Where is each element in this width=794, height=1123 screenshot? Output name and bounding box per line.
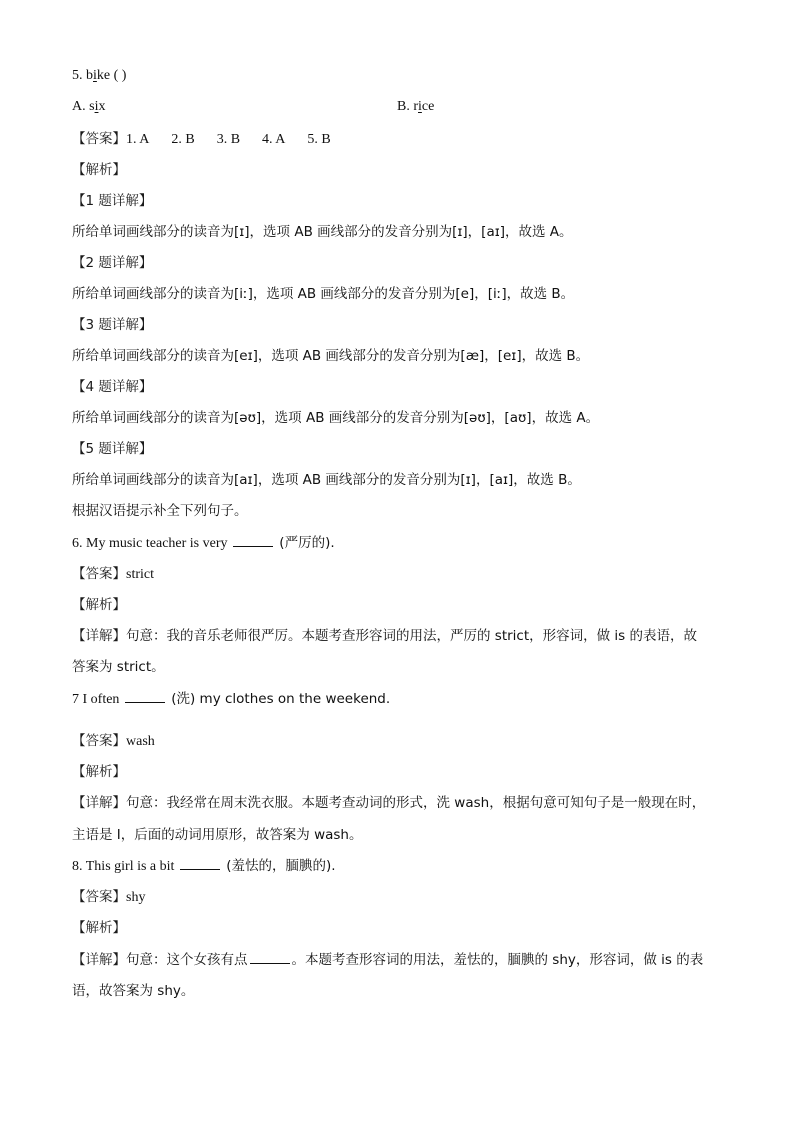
analysis-label: 【解析】 [72, 162, 126, 178]
question-5-option-a [72, 98, 105, 116]
q8-detail-text-1-post: 。本题考查形容词的用法，羞怯的，腼腆的 shy，形容词，做 is 的表 [291, 952, 704, 968]
q8-detail-blank [250, 951, 290, 964]
q7-detail-label: 【详解】 [72, 795, 126, 811]
q7-stem-post: (洗) my clothes on the weekend. [166, 691, 391, 707]
q7-answer-value: wash [126, 734, 155, 749]
detail-4-text: 所给单词画线部分的读音为[əʊ]，选项 AB 画线部分的发音分别为[əʊ]，[aʊ]，故选 A。 [72, 410, 600, 426]
question-8-stem [72, 857, 336, 876]
q5-stem-underlined: i [93, 68, 97, 83]
question-5-option-b [397, 98, 434, 116]
question-7-answer [72, 732, 155, 751]
q6-stem-post: (严厉的). [275, 535, 335, 551]
question-5-stem [72, 67, 126, 85]
answer-item-3: 3. B [216, 132, 241, 147]
answer-item-1: 1. A [126, 132, 150, 147]
q5-option-a-pre: A. s [72, 99, 95, 114]
q5-stem-post: ke ( ) [96, 68, 127, 83]
q6-blank [233, 534, 273, 547]
detail-4-heading: 【4 题详解】 [72, 379, 153, 395]
q6-answer-value: strict [126, 567, 154, 582]
q6-detail-text-1: 句意：我的音乐老师很严厉。本题考查形容词的用法，严厉的 strict，形容词，做 is 的表语，故 [126, 628, 698, 644]
detail-1-heading: 【1 题详解】 [72, 193, 153, 209]
detail-3-heading: 【3 题详解】 [72, 317, 153, 333]
section-instruction: 根据汉语提示补全下列句子。 [72, 503, 248, 519]
answer-item-4: 4. A [262, 132, 286, 147]
q8-detail-text-1-pre: 句意：这个女孩有点 [126, 952, 248, 968]
q8-answer-value: shy [126, 890, 146, 905]
q8-analysis-label: 【解析】 [72, 920, 126, 936]
q5-option-b-post: ce [421, 99, 435, 114]
detail-1-text: 所给单词画线部分的读音为[ɪ]，选项 AB 画线部分的发音分别为[ɪ]，[aɪ]，故选 A。 [72, 224, 573, 240]
q6-stem-pre: 6. My music teacher is very [72, 536, 232, 551]
q7-detail-line-1 [72, 794, 705, 812]
question-6-answer [72, 565, 154, 584]
detail-2-heading: 【2 题详解】 [72, 255, 153, 271]
q5-stem-pre: 5. b [72, 68, 93, 83]
q6-answer-label: 【答案】 [72, 566, 126, 582]
q8-stem-post: (羞怯的，腼腆的). [221, 858, 336, 874]
detail-5-text: 所给单词画线部分的读音为[aɪ]，选项 AB 画线部分的发音分别为[ɪ]，[aɪ]，故选 B。 [72, 472, 581, 488]
question-7-stem [72, 690, 390, 709]
question-6-stem [72, 534, 335, 553]
question-8-answer [72, 888, 145, 907]
answer-item-2: 2. B [171, 132, 195, 147]
answer-item-5: 5. B [307, 132, 331, 147]
q7-detail-text-1: 句意：我经常在周末洗衣服。本题考查动词的形式，洗 wash，根据句意可知句子是一般现在时， [126, 795, 706, 811]
answer-block-1-5 [72, 130, 353, 149]
q8-detail-line-2: 语，故答案为 shy。 [72, 983, 195, 999]
q7-stem-pre: 7 I often [72, 692, 123, 707]
q6-analysis-label: 【解析】 [72, 597, 126, 613]
q7-detail-line-2: 主语是 I，后面的动词用原形，故答案为 wash。 [72, 827, 363, 843]
q6-detail-label: 【详解】 [72, 628, 126, 644]
q8-blank [180, 857, 220, 870]
q8-answer-label: 【答案】 [72, 889, 126, 905]
q7-blank [125, 690, 165, 703]
q6-detail-line-2: 答案为 strict。 [72, 659, 165, 675]
q8-detail-label: 【详解】 [72, 952, 126, 968]
q7-analysis-label: 【解析】 [72, 764, 126, 780]
q5-option-b-pre: B. r [397, 99, 418, 114]
q7-answer-label: 【答案】 [72, 733, 126, 749]
q5-option-b-underlined: i [418, 99, 422, 114]
answer-label: 【答案】 [72, 131, 126, 147]
q5-option-a-underlined: i [94, 99, 99, 114]
detail-3-text: 所给单词画线部分的读音为[eɪ]，选项 AB 画线部分的发音分别为[æ]，[eɪ]，故选 B。 [72, 348, 590, 364]
q8-detail-line-1 [72, 951, 703, 969]
q6-detail-line-1 [72, 627, 697, 645]
detail-5-heading: 【5 题详解】 [72, 441, 153, 457]
detail-2-text: 所给单词画线部分的读音为[iː]，选项 AB 画线部分的发音分别为[e]，[iː]，故选 B。 [72, 286, 575, 302]
q8-stem-pre: 8. This girl is a bit [72, 859, 178, 874]
q5-option-a-post: x [98, 99, 106, 114]
